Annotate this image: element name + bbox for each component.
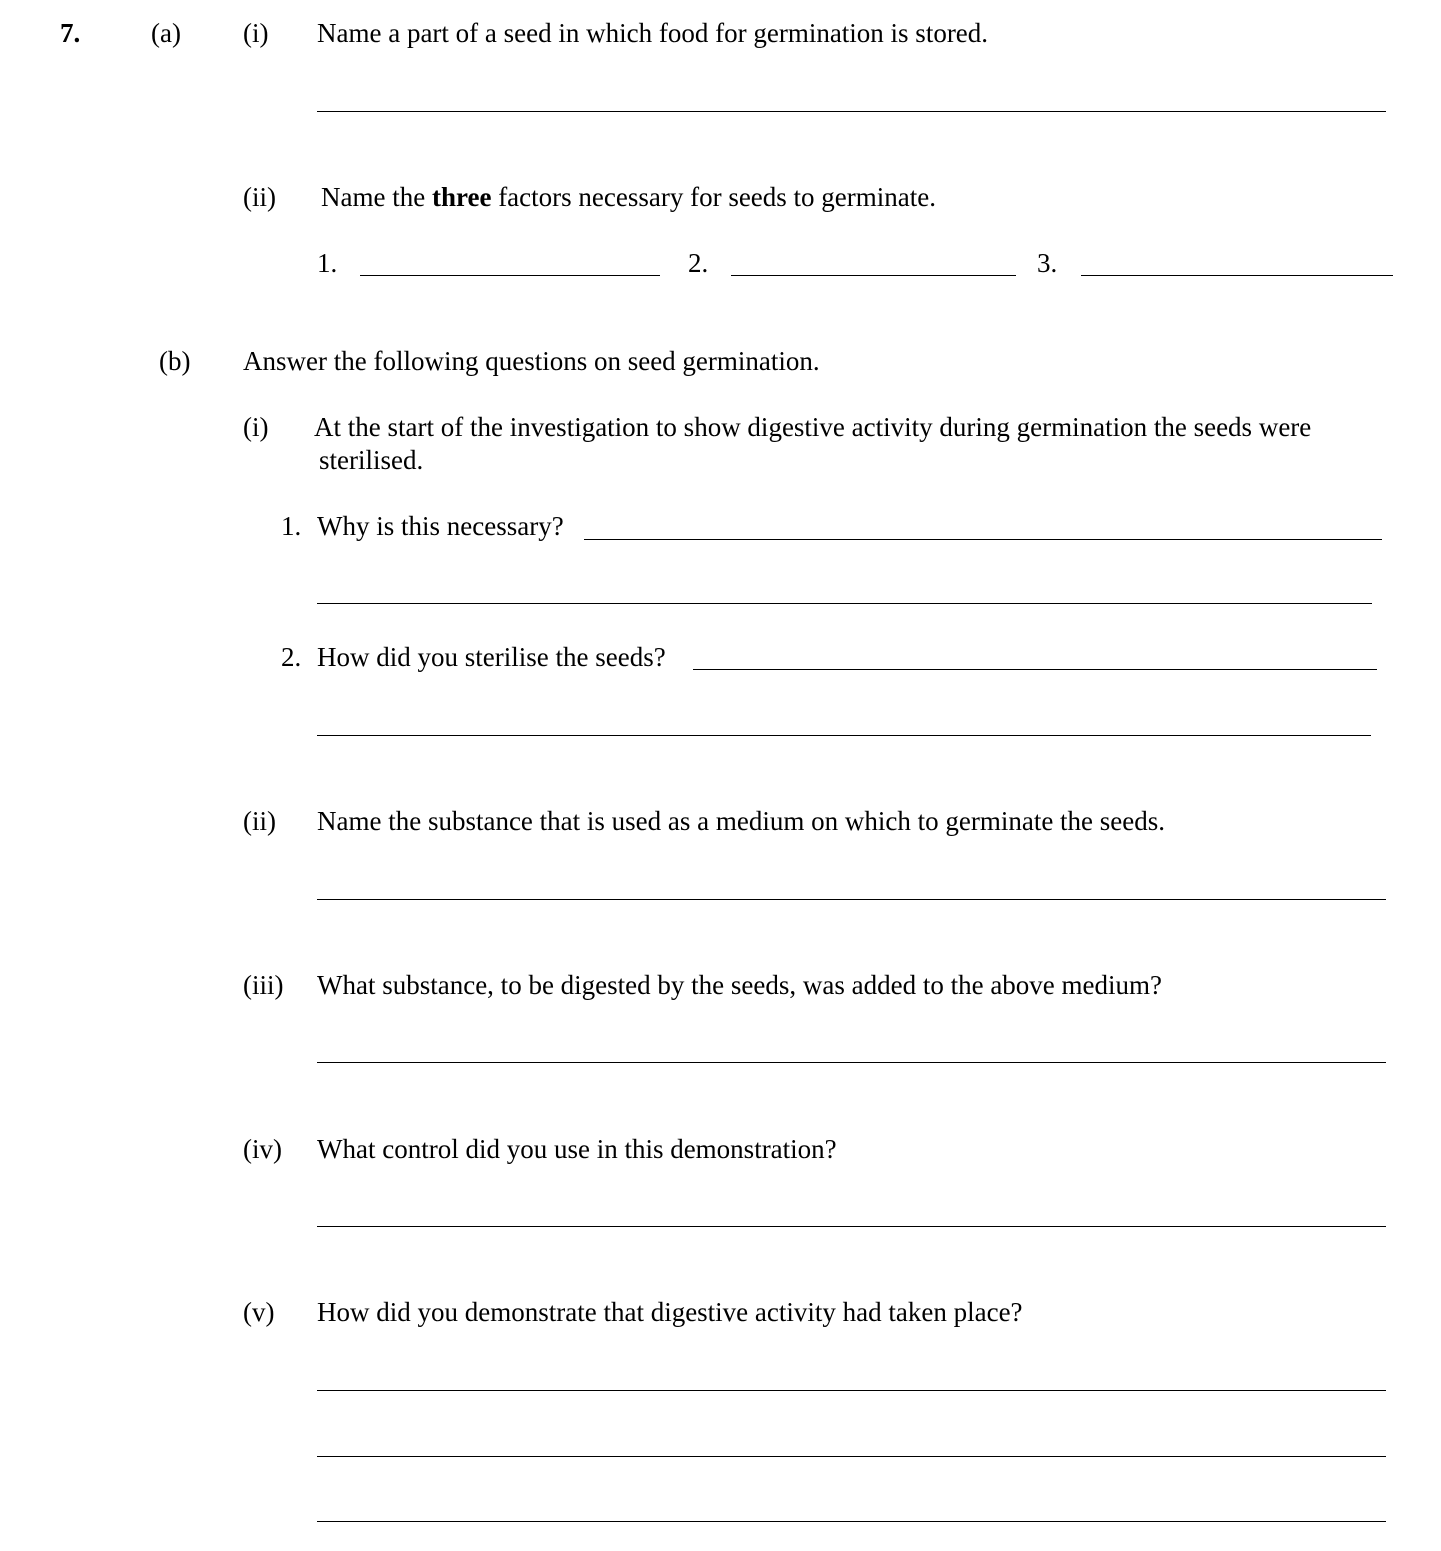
part-b-v-question: How did you demonstrate that digestive activity had taken place? [317,1297,1023,1327]
factor-1-label: 1. [317,248,338,278]
question-number: 7. [60,18,81,48]
answer-line-b-i-1a[interactable] [584,539,1382,540]
part-a-ii-label: (ii) [243,182,276,212]
answer-line-b-i-1b[interactable] [317,603,1372,604]
part-b-iii-label: (iii) [243,970,284,1000]
part-a-i-question: Name a part of a seed in which food for germination is stored. [317,18,989,48]
answer-line-b-iv[interactable] [317,1226,1386,1227]
answer-line-b-i-2a[interactable] [693,669,1377,670]
part-b-i-sub1-label: 1. [281,511,302,541]
part-b-ii-question: Name the substance that is used as a medium on which to germinate the seeds. [317,806,1166,836]
answer-line-b-v-3[interactable] [317,1521,1386,1522]
part-b-i-question-line1: At the start of the investigation to show digestive activity during germination the seeds were [314,412,1312,442]
answer-line-a-i[interactable] [317,111,1386,112]
answer-line-b-iii[interactable] [317,1062,1386,1063]
answer-line-b-v-2[interactable] [317,1456,1386,1457]
part-b-iii-question: What substance, to be digested by the seeds, was added to the above medium? [317,970,1163,1000]
answer-line-factor-2[interactable] [731,275,1016,276]
part-b-label: (b) [159,346,191,376]
part-b-i-sub2-question: How did you sterilise the seeds? [317,642,666,672]
factor-2-label: 2. [688,248,709,278]
part-a-label: (a) [151,18,181,48]
part-b-iv-question: What control did you use in this demonstration? [317,1134,837,1164]
part-a-ii-text-bold: three [431,182,492,212]
part-a-i-label: (i) [243,18,269,48]
part-b-intro: Answer the following questions on seed germination. [243,346,820,376]
part-a-ii-text-after: factors necessary for seeds to germinate. [491,182,937,212]
part-b-i-label: (i) [243,412,269,442]
part-b-i-sub1-question: Why is this necessary? [317,511,564,541]
part-b-ii-label: (ii) [243,806,276,836]
answer-line-b-i-2b[interactable] [317,735,1371,736]
part-b-iv-label: (iv) [243,1134,282,1164]
part-b-i-sub2-label: 2. [281,642,302,672]
part-b-v-label: (v) [243,1297,275,1327]
answer-line-b-ii[interactable] [317,899,1386,900]
answer-line-factor-3[interactable] [1081,275,1393,276]
factor-3-label: 3. [1037,248,1058,278]
part-a-ii-question [321,184,936,211]
part-a-ii-text-before: Name the [321,182,432,212]
answer-line-b-v-1[interactable] [317,1390,1386,1391]
part-b-i-question-line2: sterilised. [319,445,424,475]
answer-line-factor-1[interactable] [360,275,660,276]
